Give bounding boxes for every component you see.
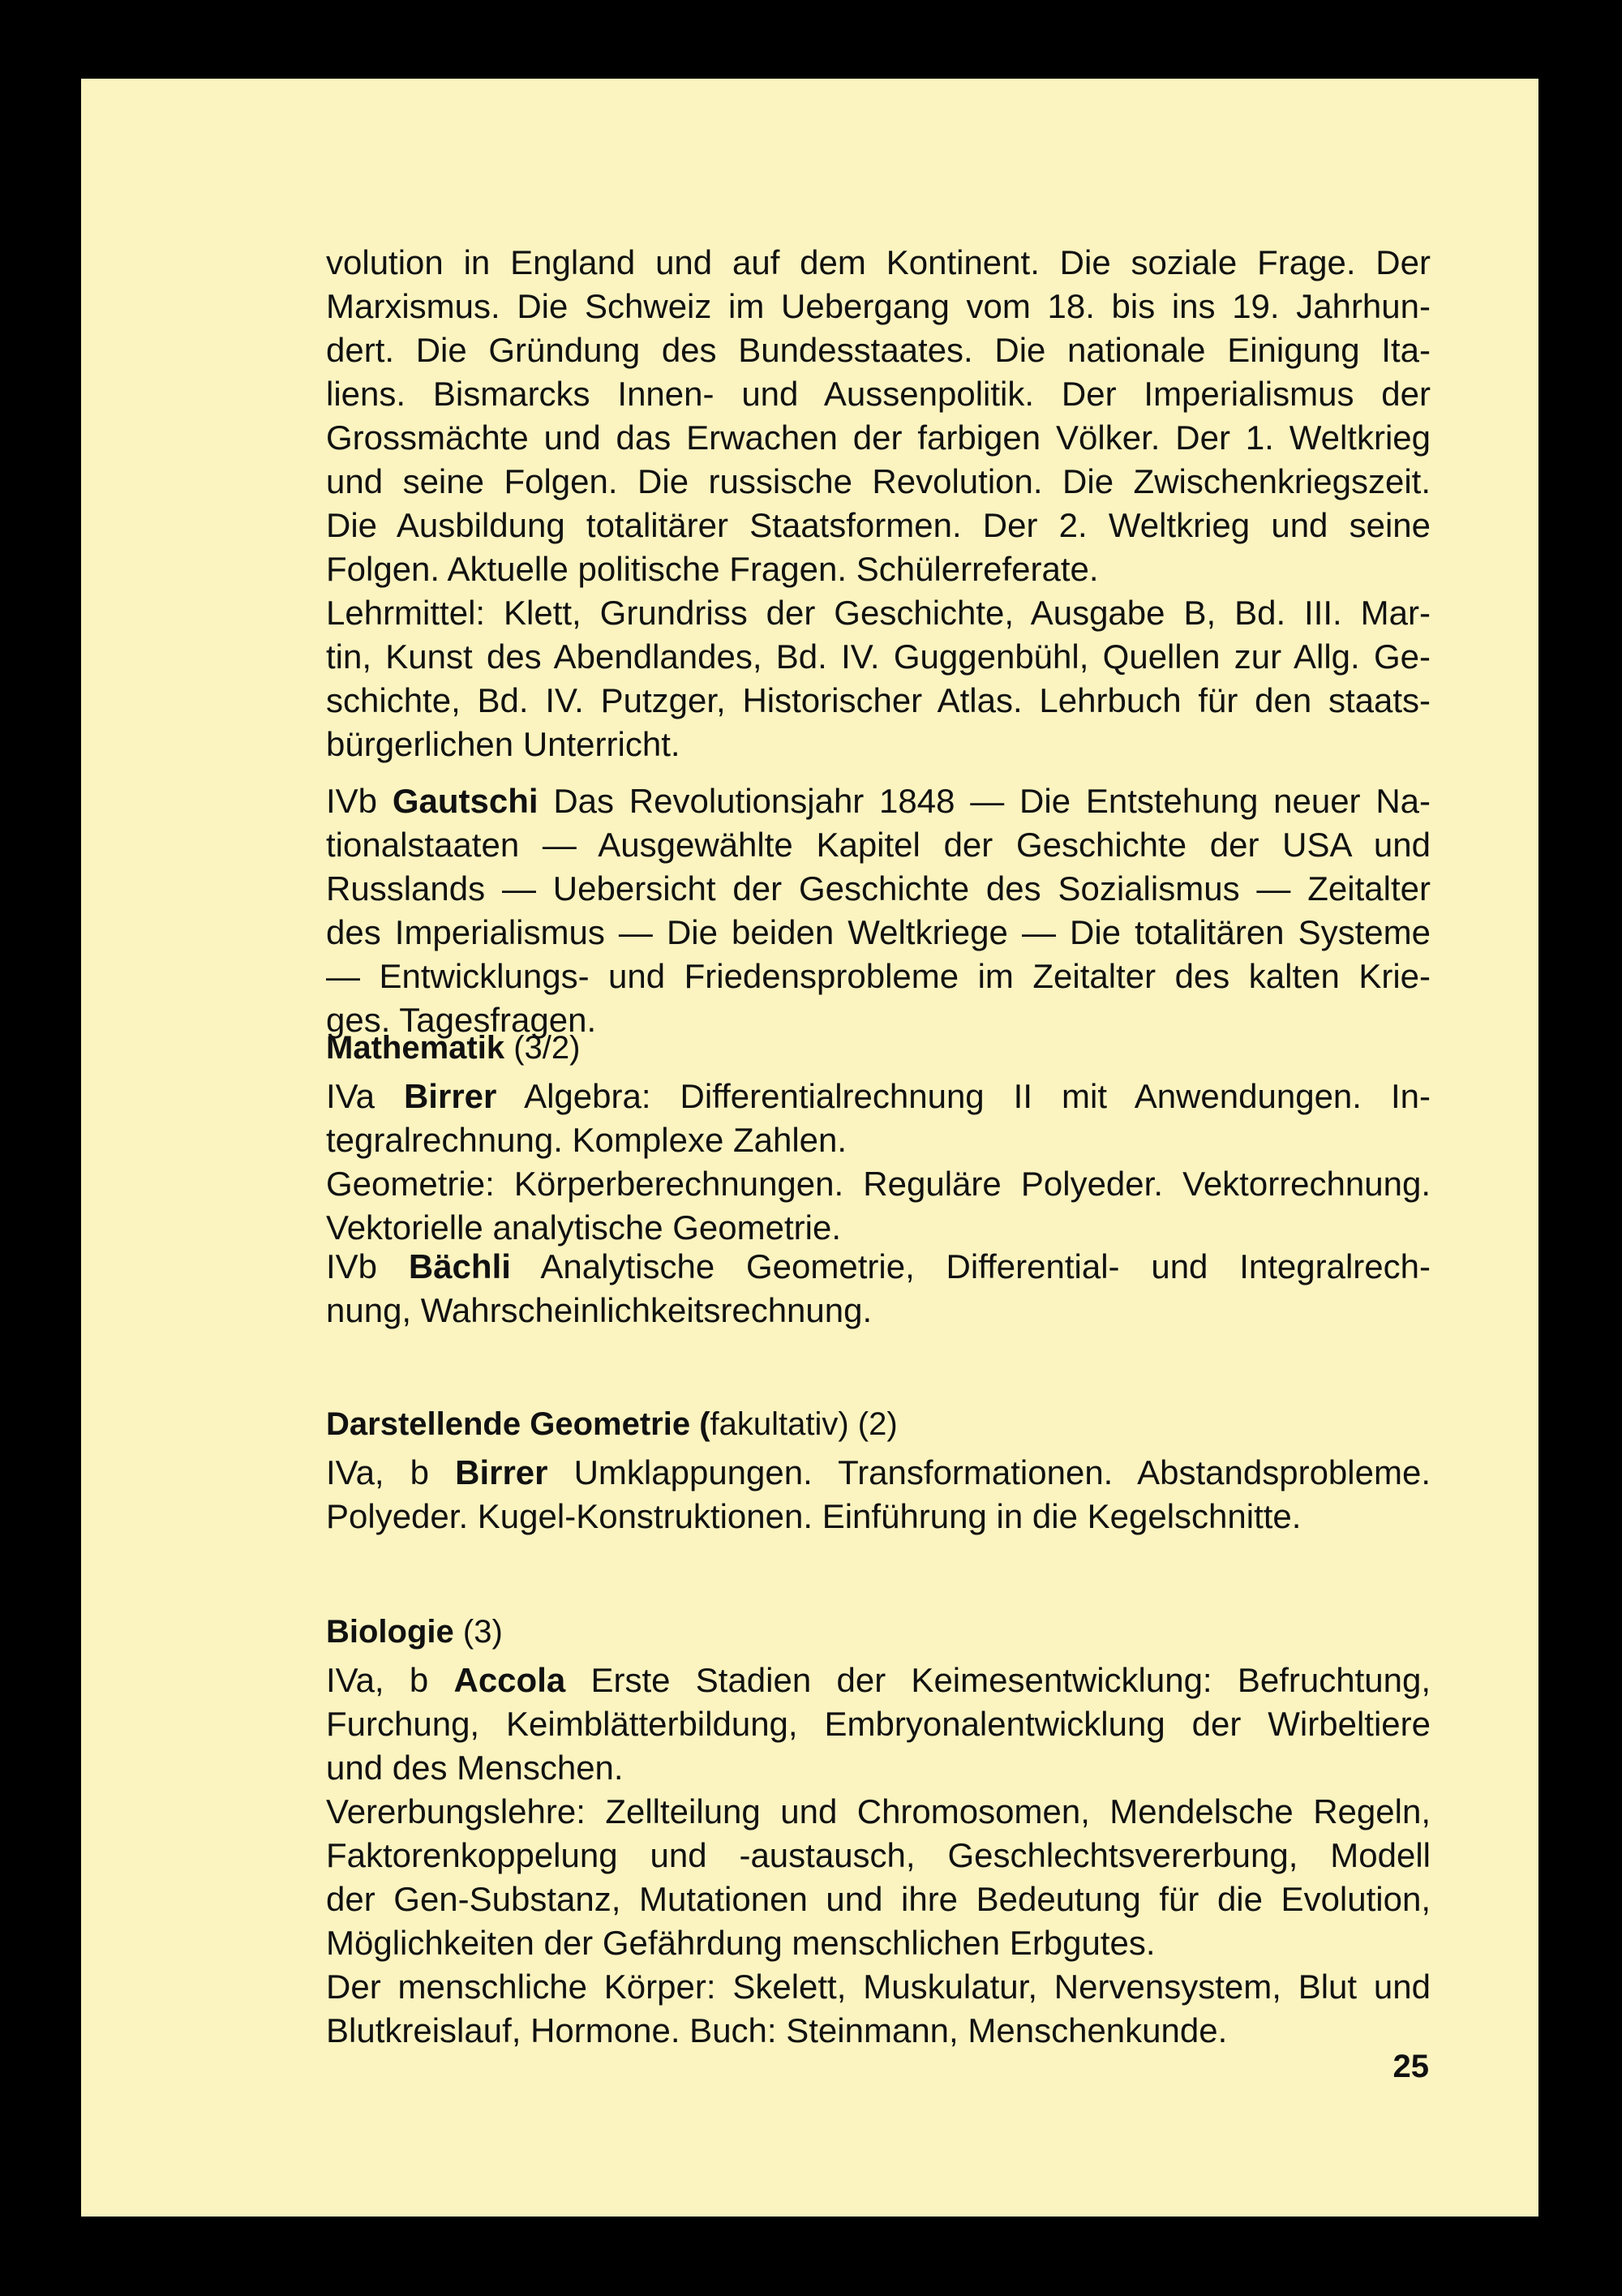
text-line: schichte, Bd. IV. Putzger, Historischer Atlas. Lehrbuch für den staats-: [326, 681, 1431, 719]
class-entry-first-line: [326, 1450, 1431, 1496]
teacher-name: Bächli: [408, 1247, 511, 1285]
text-line: Furchung, Keimblätterbildung, Embryonalentwicklung der Wirbeltiere: [326, 1705, 1431, 1743]
text-line: Blutkreislauf, Hormone. Buch: Steinmann, Menschenkunde.: [326, 2011, 1228, 2049]
text-line: dert. Die Gründung des Bundesstaates. Die nationale Einigung Ita-: [326, 331, 1431, 369]
text-line: Grossmächte und das Erwachen der farbigen Völker. Der 1. Weltkrieg: [326, 418, 1431, 457]
section-hours: (3): [462, 1614, 503, 1650]
class-entry-first-line: [326, 1074, 1431, 1119]
text-line: nung, Wahrscheinlichkeitsrechnung.: [326, 1291, 873, 1329]
text-line: der Gen-Substanz, Mutationen und ihre Bedeutung für die Evolution,: [326, 1880, 1431, 1918]
text-line: — Entwicklungs- und Friedensprobleme im Zeitalter des kalten Krie-: [326, 957, 1431, 995]
teacher-name: Gautschi: [392, 782, 539, 820]
text-line: und des Menschen.: [326, 1749, 624, 1787]
teacher-name: Birrer: [455, 1453, 548, 1491]
class-label: IVb: [326, 782, 378, 820]
text-line: tegralrechnung. Komplexe Zahlen.: [326, 1121, 847, 1159]
text-line: Möglichkeiten der Gefährdung menschlichen Erbgutes.: [326, 1924, 1156, 1962]
entry-text: Algebra: Differentialrechnung II mit Anwendungen. In-: [524, 1077, 1431, 1115]
text-line: Die Ausbildung totalitärer Staatsformen. Der 2. Weltkrieg und seine: [326, 506, 1431, 544]
text-line: Folgen. Aktuelle politische Fragen. Schülerreferate.: [326, 550, 1099, 588]
text-line: tionalstaaten — Ausgewählte Kapitel der Geschichte der USA und: [326, 826, 1431, 864]
text-line: und seine Folgen. Die russische Revolution. Die Zwischenkriegszeit.: [326, 462, 1431, 500]
entry-text: Erste Stadien der Keimesentwicklung: Befruchtung,: [590, 1661, 1431, 1699]
entry-text: Umklappungen. Transformationen. Abstandsprobleme.: [573, 1453, 1431, 1491]
section-heading-mathematik: [326, 1025, 580, 1071]
class-entry-first-line: [326, 1244, 1431, 1290]
text-line: ges. Tagesfragen.: [326, 1001, 597, 1039]
text-line: Der menschliche Körper: Skelett, Muskulatur, Nervensystem, Blut und: [326, 1968, 1431, 2006]
text-line: Geometrie: Körperberechnungen. Reguläre Polyeder. Vektorrechnung.: [326, 1165, 1431, 1203]
text-line: Vektorielle analytische Geometrie.: [326, 1208, 841, 1247]
teacher-name: Accola: [453, 1661, 566, 1699]
text-line: des Imperialismus — Die beiden Weltkriege — Die totalitären Systeme: [326, 913, 1431, 951]
class-label: IVb: [326, 1247, 378, 1285]
section-title-paren: (: [699, 1406, 710, 1442]
section-title: Darstellende Geometrie: [326, 1406, 691, 1442]
text-line: tin, Kunst des Abendlandes, Bd. IV. Guggenbühl, Quellen zur Allg. Ge-: [326, 637, 1431, 676]
class-label: IVa, b: [326, 1453, 430, 1491]
entry-text: Analytische Geometrie, Differential- und Integralrech-: [540, 1247, 1431, 1285]
class-label: IVa: [326, 1077, 375, 1115]
section-title: Biologie: [326, 1614, 454, 1650]
text-line: bürgerlichen Unterricht.: [326, 725, 680, 763]
text-line: volution in England und auf dem Kontinent. Die soziale Frage. Der: [326, 243, 1431, 281]
section-heading-biologie: [326, 1609, 503, 1654]
section-heading-darstellende-geometrie: [326, 1401, 898, 1447]
class-label: IVa, b: [326, 1661, 429, 1699]
entry-text: Das Revolutionsjahr 1848 — Die Entstehung neuer Na-: [553, 782, 1431, 820]
section-hours: fakultativ) (2): [710, 1406, 898, 1442]
text-line: Faktorenkoppelung und -austausch, Geschlechtsvererbung, Modell: [326, 1836, 1431, 1874]
text-line: Vererbungslehre: Zellteilung und Chromosomen, Mendelsche Regeln,: [326, 1792, 1431, 1830]
section-hours: (3/2): [513, 1030, 581, 1066]
text-line: Lehrmittel: Klett, Grundriss der Geschichte, Ausgabe B, Bd. III. Mar-: [326, 594, 1431, 632]
class-entry-first-line: [326, 1658, 1431, 1703]
text-line: Polyeder. Kugel-Konstruktionen. Einführung in die Kegelschnitte.: [326, 1497, 1302, 1535]
page-number: 25: [1392, 2049, 1429, 2084]
class-entry-first-line: [326, 779, 1431, 824]
text-line: Russlands — Uebersicht der Geschichte des Sozialismus — Zeitalter: [326, 869, 1431, 908]
text-line: liens. Bismarcks Innen- und Aussenpolitik. Der Imperialismus der: [326, 375, 1431, 413]
section-title: Mathematik: [326, 1030, 505, 1066]
teacher-name: Birrer: [403, 1077, 497, 1115]
text-line: Marxismus. Die Schweiz im Uebergang vom 18. bis ins 19. Jahrhun-: [326, 287, 1431, 325]
